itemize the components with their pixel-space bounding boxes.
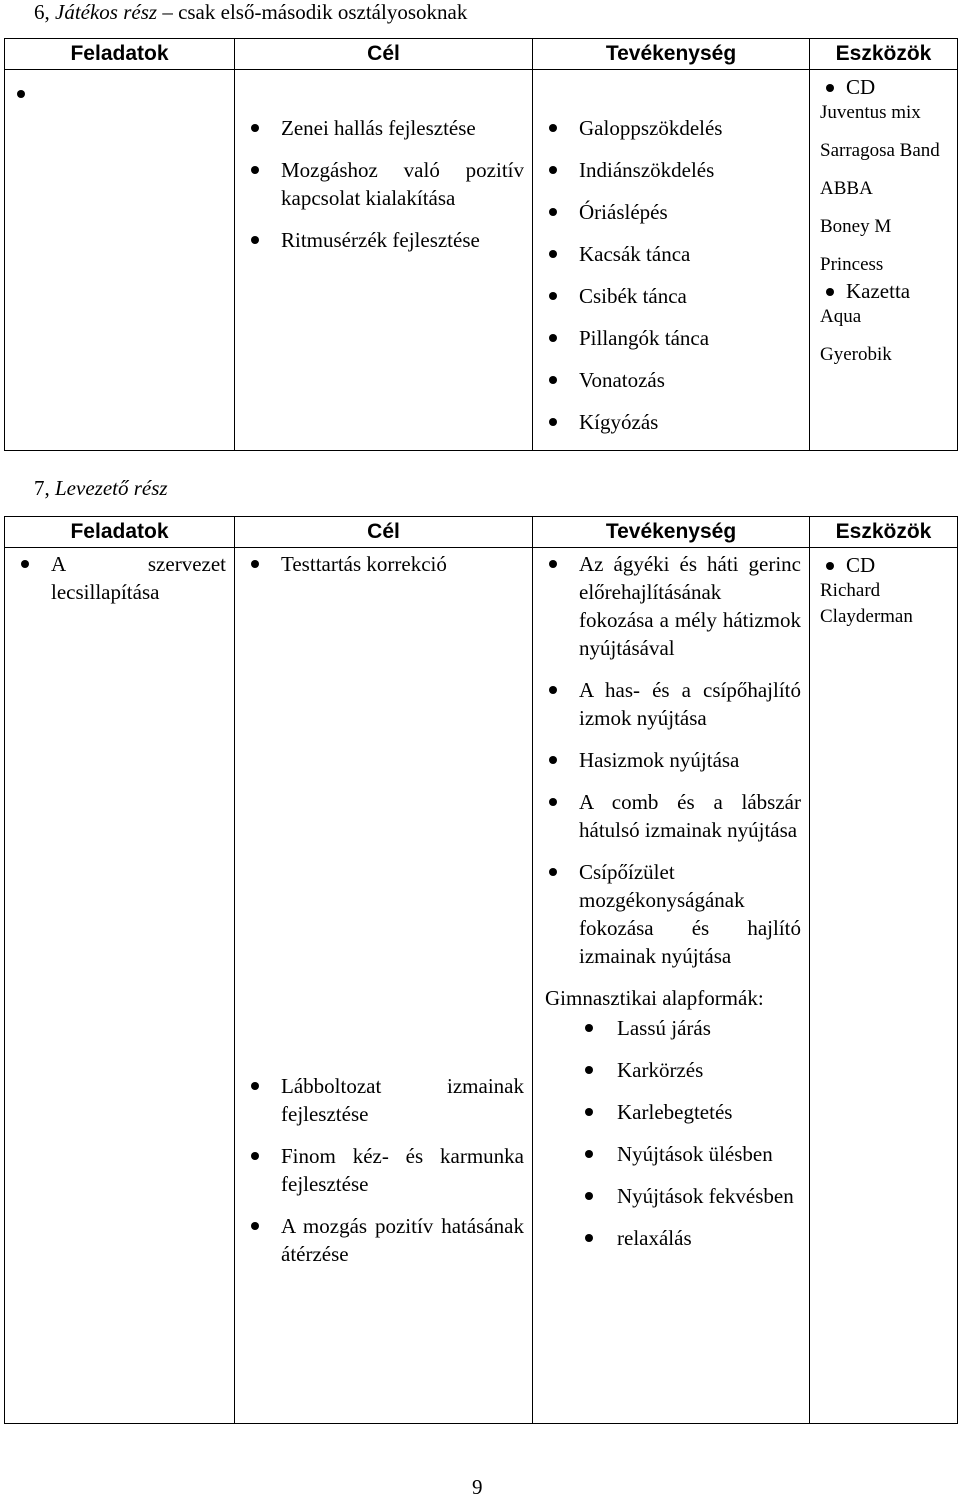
- table-header-row: [5, 39, 958, 70]
- cell-feladatok: [5, 70, 235, 451]
- list-item: Testtartás korrekció: [235, 550, 532, 578]
- section-7-number: 7,: [34, 476, 50, 500]
- table-row: [5, 548, 958, 1424]
- header-cel: Cél: [235, 39, 533, 70]
- cell-cel: [235, 548, 533, 1424]
- tool-kazetta: Kazetta: [820, 278, 957, 304]
- list-item: Finom kéz- és karmunka fejlesztése: [235, 1142, 532, 1198]
- table-levezeto-resz: [4, 516, 958, 1424]
- list-item: Indiánszökdelés: [533, 156, 809, 184]
- tool-item: Juventus mix: [820, 102, 921, 123]
- header-feladatok: Feladatok: [5, 517, 235, 548]
- section-6-title-italic: Játékos rész: [55, 0, 158, 24]
- list-item: Karkörzés: [533, 1056, 809, 1084]
- cell-eszkozok: [810, 70, 958, 451]
- section-6-title-rest: – csak első-második osztályosoknak: [157, 0, 468, 24]
- section-6-title: [34, 0, 467, 25]
- tool-item: Sarragosa Band: [820, 140, 940, 161]
- list-item: Vonatozás: [533, 366, 809, 394]
- section-7-title-italic: Levezető rész: [55, 476, 168, 500]
- list-item: relaxálás: [533, 1224, 809, 1252]
- list-item: Galoppszökdelés: [533, 114, 809, 142]
- table-row: [5, 70, 958, 451]
- header-tevekenyseg: Tevékenység: [533, 39, 810, 70]
- table-header-row: [5, 517, 958, 548]
- list-item: Nyújtások fekvésben: [533, 1182, 809, 1210]
- list-item: Kígyózás: [533, 408, 809, 436]
- cell-eszkozok: [810, 548, 958, 1424]
- cell-tevekenyseg: [533, 70, 810, 451]
- list-item: Ritmusérzék fejlesztése: [235, 226, 532, 254]
- list-item: Kacsák tánca: [533, 240, 809, 268]
- list-item: Nyújtások ülésben: [533, 1140, 809, 1168]
- section-6-number: 6,: [34, 0, 50, 24]
- list-item: A szervezet lecsillapítása: [5, 550, 234, 606]
- header-feladatok: Feladatok: [5, 39, 235, 70]
- tool-item: Boney M: [820, 216, 892, 237]
- section-7-title: [34, 476, 168, 501]
- list-item: Csibék tánca: [533, 282, 809, 310]
- cell-tevekenyseg: [533, 548, 810, 1424]
- list-item: Az ágyéki és háti gerinc előrehajlításának fokozása a mély hátizmok nyújtásával: [533, 550, 809, 662]
- header-eszkozok: Eszközök: [810, 39, 958, 70]
- table-jatekos-resz: [4, 38, 958, 451]
- header-cel: Cél: [235, 517, 533, 548]
- list-item: Zenei hallás fejlesztése: [235, 114, 532, 142]
- tool-item: Richard Clayderman: [820, 580, 913, 627]
- tool-cd: CD: [820, 552, 957, 578]
- list-item: Lábboltozat izmainak fejlesztése: [235, 1072, 532, 1128]
- cell-cel: [235, 70, 533, 451]
- list-item: Mozgáshoz való pozitív kapcsolat kialakítása: [235, 156, 532, 212]
- cell-feladatok: [5, 548, 235, 1424]
- page-number: 9: [472, 1475, 483, 1499]
- list-item: A has- és a csípőhajlító izmok nyújtása: [533, 676, 809, 732]
- tool-item: Aqua: [820, 306, 862, 327]
- header-eszkozok: Eszközök: [810, 517, 958, 548]
- list-item: Hasizmok nyújtása: [533, 746, 809, 774]
- list-item: Óriáslépés: [533, 198, 809, 226]
- list-item: Lassú járás: [533, 1014, 809, 1042]
- list-item: Csípőízület mozgékonyságának fokozása és hajlító izmainak nyújtása: [533, 858, 809, 970]
- list-item: Karlebegtetés: [533, 1098, 809, 1126]
- tool-item: Princess: [820, 254, 884, 275]
- list-item: A comb és a lábszár hátulsó izmainak nyújtása: [533, 788, 809, 844]
- tool-cd: CD: [820, 74, 957, 100]
- gimnasztika-label: Gimnasztikai alapformák:: [545, 986, 764, 1010]
- bullet-icon: [17, 90, 25, 98]
- list-item: A mozgás pozitív hatásának átérzése: [235, 1212, 532, 1268]
- tool-item: Gyerobik: [820, 344, 892, 365]
- list-item: Pillangók tánca: [533, 324, 809, 352]
- tool-item: ABBA: [820, 178, 873, 199]
- header-tevekenyseg: Tevékenység: [533, 517, 810, 548]
